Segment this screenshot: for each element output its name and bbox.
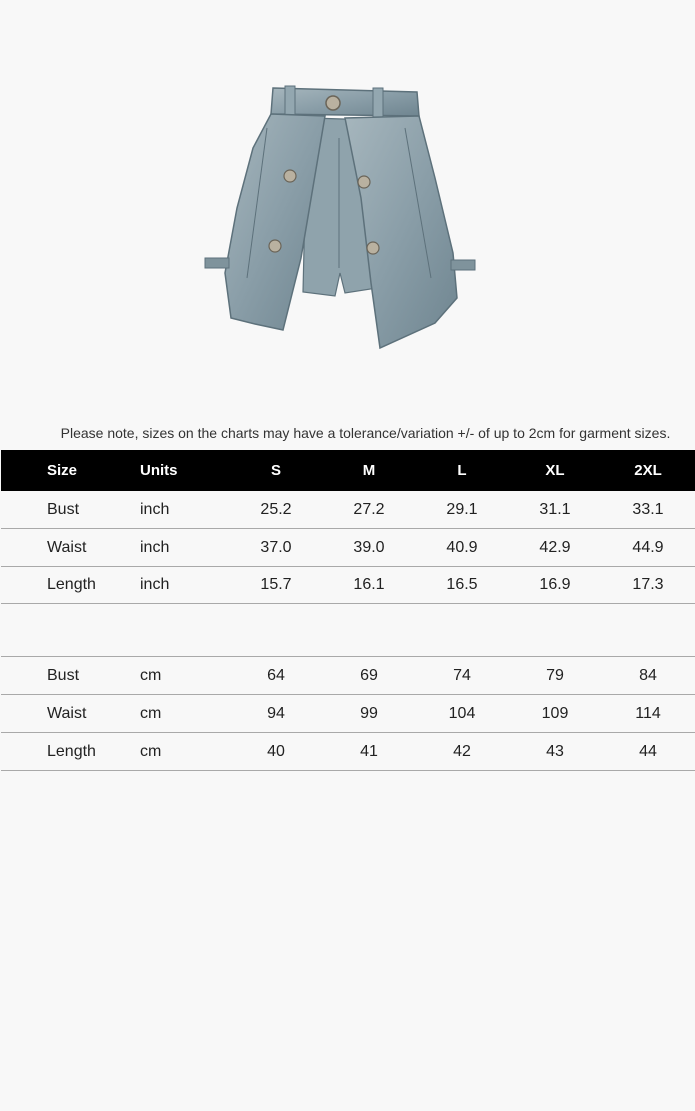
value-l: 16.5: [446, 575, 478, 593]
row-label: Length: [47, 575, 96, 593]
header-units: Units: [140, 462, 178, 479]
value-xl: 43: [546, 742, 564, 760]
row-unit: inch: [140, 538, 170, 556]
row-label: Length: [47, 742, 96, 760]
value-2xl: 17.3: [632, 575, 664, 593]
value-l: 29.1: [446, 500, 478, 518]
header-2xl: 2XL: [634, 462, 662, 479]
row-label: Bust: [47, 500, 80, 518]
value-s: 64: [267, 666, 285, 684]
table-row: [1, 491, 695, 529]
value-2xl: 44.9: [632, 538, 664, 556]
row-unit: inch: [140, 575, 170, 593]
value-s: 25.2: [260, 500, 292, 518]
table-row: [1, 566, 695, 604]
value-s: 37.0: [260, 538, 292, 556]
product-image: [195, 78, 485, 358]
size-table-header: [1, 450, 695, 491]
value-2xl: 114: [635, 704, 661, 722]
row-label: Waist: [47, 538, 87, 556]
row-unit: cm: [140, 742, 162, 760]
value-m: 27.2: [353, 500, 385, 518]
value-m: 16.1: [353, 575, 385, 593]
value-l: 42: [453, 742, 471, 760]
value-s: 15.7: [260, 575, 292, 593]
value-l: 74: [453, 666, 471, 684]
value-m: 39.0: [353, 538, 385, 556]
row-label: Waist: [47, 704, 87, 722]
table-row: [1, 529, 695, 567]
size-tolerance-note: Please note, sizes on the charts may have a tolerance/variation +/- of up to 2cm for garment sizes.: [60, 425, 671, 441]
value-xl: 109: [541, 704, 569, 722]
value-2xl: 84: [639, 666, 657, 684]
value-s: 40: [267, 742, 285, 760]
value-m: 69: [360, 666, 378, 684]
table-row: [1, 733, 695, 771]
header-l: L: [457, 462, 467, 479]
table-row: [1, 656, 695, 695]
header-m: M: [362, 462, 376, 479]
value-xl: 42.9: [539, 538, 571, 556]
value-l: 40.9: [446, 538, 478, 556]
row-unit: cm: [140, 704, 162, 722]
row-label: Bust: [47, 666, 80, 684]
header-size: Size: [47, 462, 78, 479]
value-xl: 31.1: [539, 500, 571, 518]
value-s: 94: [267, 704, 285, 722]
value-xl: 79: [546, 666, 564, 684]
value-l: 104: [448, 704, 476, 722]
header-xl: XL: [545, 462, 565, 479]
row-unit: cm: [140, 666, 162, 684]
value-2xl: 33.1: [632, 500, 664, 518]
value-xl: 16.9: [539, 575, 571, 593]
table-row: [1, 695, 695, 733]
value-m: 99: [360, 704, 378, 722]
header-s: S: [270, 462, 281, 479]
value-m: 41: [360, 742, 378, 760]
value-2xl: 44: [639, 742, 657, 760]
row-unit: inch: [140, 500, 170, 518]
